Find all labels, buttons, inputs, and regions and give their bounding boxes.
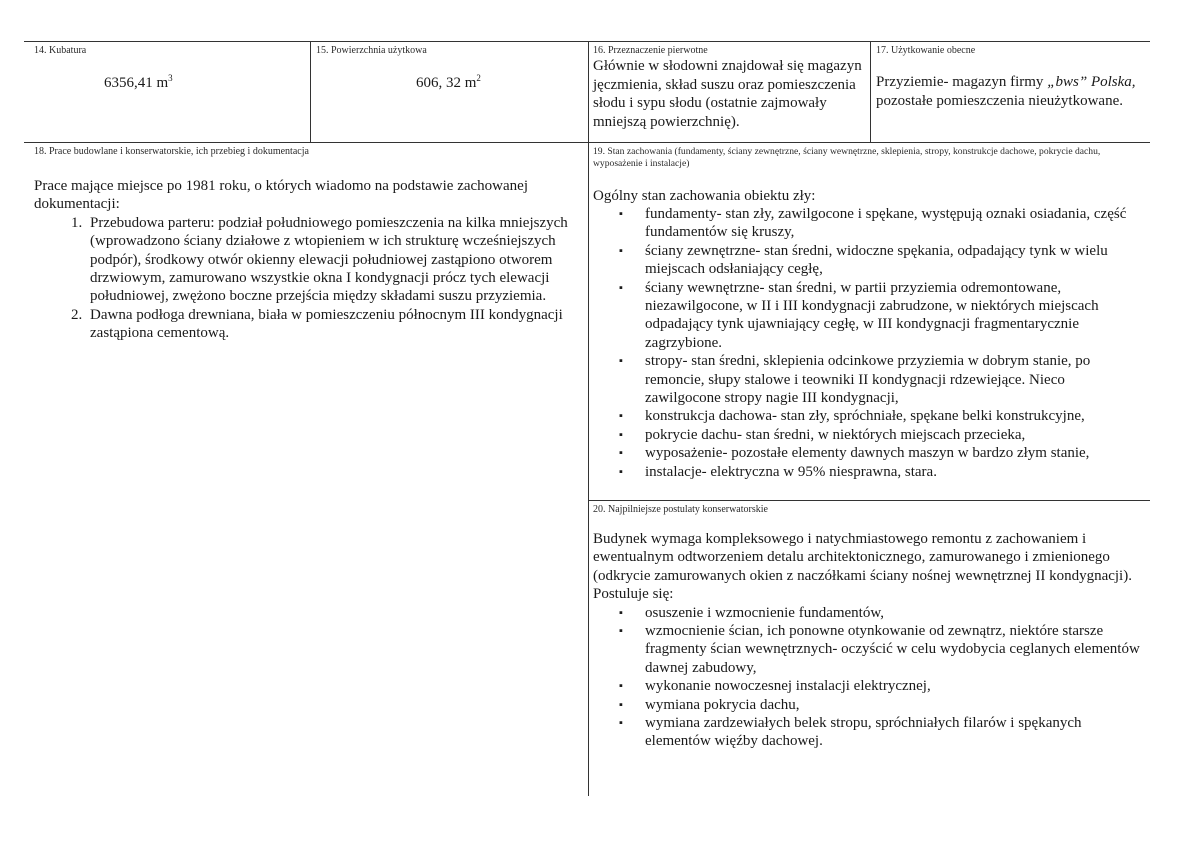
list-item: ▪ fundamenty- stan zły, zawilgocone i spękane, występują oznaki osiadania, część fundamentów się kruszy, [645, 205, 1143, 242]
field-label: 17. Użytkowanie obecne [876, 45, 976, 56]
kubatura-value: 6356,41 m [104, 75, 169, 91]
row-divider [24, 142, 1150, 143]
list-item: ▪ wyposażenie- pozostałe elementy dawnych maszyn w bardzo złym stanie, [645, 444, 1143, 462]
field-postulaty [593, 504, 1143, 751]
prace-list [34, 214, 582, 343]
field-label: 15. Powierzchnia użytkowa [316, 45, 427, 56]
field-uzytkowanie [876, 45, 1140, 140]
list-item: ▪ ściany wewnętrzne- stan średni, w partii przyziemia odremontowane, niezawilgocone, w II i III kondygnacji zabrudzone, w niektórych miejscach odpadający tynk ujawniający cegłę, w III kondygnacji fragmentarycznie zagrzybione. [645, 279, 1143, 353]
przeznaczenie-text: Głównie w słodowni znajdował się magazyn jęczmienia, skład suszu oraz pomieszczenia słodu i sypu słodu (ostatnie zajmowały mniejszą powierzchnię). [593, 58, 862, 130]
list-item: ▪ wymiana zardzewiałych belek stropu, spróchniałych filarów i spękanych elementów więźby dachowej. [645, 714, 1143, 751]
field-powierzchnia [316, 45, 584, 140]
uzytkowanie-text-end: pozostałe pomieszczenia nieużytkowane. [876, 92, 1123, 109]
field-prace-budowlane [34, 146, 582, 343]
field-stan-zachowania [593, 146, 1143, 481]
field-label: 16. Przeznaczenie pierwotne [593, 45, 708, 56]
list-item: ▪ wymiana pokrycia dachu, [645, 696, 1143, 714]
uzytkowanie-text-start: Przyziemie- magazyn firmy [876, 74, 1048, 90]
col-divider-3 [870, 41, 871, 142]
uzytkowanie-text [876, 73, 1140, 110]
field-label: 20. Najpilniejsze postulaty konserwatorskie [593, 504, 768, 515]
field-label: 18. Prace budowlane i konserwatorskie, ich przebieg i dokumentacja [34, 146, 309, 157]
unit-exponent: 2 [476, 73, 481, 83]
postulaty-list [593, 604, 1143, 751]
field-kubatura [34, 45, 304, 140]
stan-list [593, 205, 1143, 481]
company-name: „bws” Polska, [1047, 74, 1136, 90]
stan-intro: Ogólny stan zachowania obiektu zły: [593, 188, 816, 204]
list-item: ▪ ściany zewnętrzne- stan średni, widoczne spękania, odpadający tynk w wielu miejscach odsłaniający cegłę, [645, 242, 1143, 279]
list-item: 2. Dawna podłoga drewniana, biała w pomieszczeniu północnym III kondygnacji zastąpiona cementową. [86, 306, 582, 343]
postulaty-intro: Budynek wymaga kompleksowego i natychmiastowego remontu z zachowaniem i ewentualnym odtworzeniem detalu architektonicznego, zamurowanego i zmienionego (odkrycie zamurowanych okien z naczółkami ściany nośnej wewnętrznej II kondygnacji). Postuluje się: [593, 531, 1132, 603]
field-value [34, 75, 304, 92]
list-item: ▪ wzmocnienie ścian, ich ponowne otynkowanie od zewnątrz, niektóre starsze fragmenty ścian wewnętrznych- oczyścić w celu wydobycia ceglanych elementów dawnej zabudowy, [645, 622, 1143, 677]
list-item: 1. Przebudowa parteru: podział południowego pomieszczenia na kilka mniejszych (wprowadzono ściany działowe z wtopieniem w ich strukturę wcześniejszych podpór), środkowy otwór okienny elewacji południowej zastąpiono otworem drzwiowym, zamurowano wszystkie okna I kondygnacji prócz tych elewacji południowej, zwężono boczne przejścia między składami suszu przyziemia. [86, 214, 582, 306]
right-divider [588, 500, 1150, 501]
unit-exponent: 3 [168, 73, 173, 83]
list-item: ▪ osuszenie i wzmocnienie fundamentów, [645, 604, 1143, 622]
list-item: ▪ stropy- stan średni, sklepienia odcinkowe przyziemia w dobrym stanie, po remoncie, słupy stalowe i teowniki II kondygnacji rdzewiejące. Nieco zawilgocone stropy nagie III kondygnacji, [645, 352, 1143, 407]
list-item: ▪ instalacje- elektryczna w 95% niesprawna, stara. [645, 463, 1143, 481]
list-item: ▪ pokrycie dachu- stan średni, w niektórych miejscach przecieka, [645, 426, 1143, 444]
field-label: 14. Kubatura [34, 45, 87, 56]
powierzchnia-value: 606, 32 m [416, 75, 477, 91]
list-item: ▪ konstrukcja dachowa- stan zły, spróchniałe, spękane belki konstrukcyjne, [645, 407, 1143, 425]
top-border [24, 41, 1150, 42]
field-label: 19. Stan zachowania (fundamenty, ściany zewnętrzne, ściany wewnętrzne, sklepienia, stropy, konstrukcje dachowe, pokrycie dachu, wyposażenie i instalacje) [593, 146, 1101, 169]
field-value [316, 75, 584, 92]
field-przeznaczenie [593, 45, 865, 140]
list-item: ▪ wykonanie nowoczesnej instalacji elektrycznej, [645, 677, 1143, 695]
col-divider-2 [588, 41, 589, 796]
prace-intro: Prace mające miejsce po 1981 roku, o których wiadomo na podstawie zachowanej dokumentacji: [34, 178, 528, 213]
col-divider-1 [310, 41, 311, 142]
